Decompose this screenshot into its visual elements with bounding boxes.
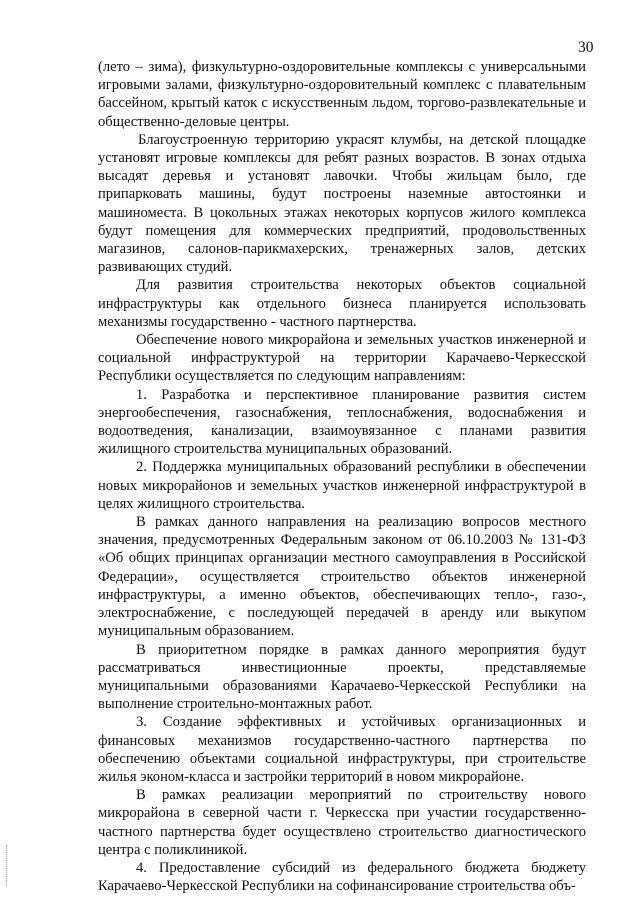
paragraph-11: 4. Предоставление субсидий из федерального бюджета бюджету Карачаево-Черкесской Республики на софинансирование строительства объ- [98, 859, 586, 895]
paragraph-2: Благоустроенную территорию украсят клумбы, на детской площадке установят игровые комплексы для ребят разных возрастов. В зонах отдыха высадят деревья и установят лавочки. Чтобы жильцам было, где припарковать машины, будут построены наземные автостоянки и машиноместа. В цокольных этажах некоторых корпусов жилого комплекса будут помещения для коммерческих предприятий, продовольственных магазинов, салонов-парикмахерских, тренажерных залов, детских развивающих студий. [98, 131, 586, 276]
paragraph-6: 2. Поддержка муниципальных образований республики в обеспечении новых микрорайонов и земельных участков инженерной инфраструктурой в целях жилищного строительства. [98, 459, 586, 512]
paragraph-4: Обеспечение нового микрорайона и земельных участков инженерной и социальной инфраструктурой на территории Карачаево-Черкесской Республики осуществляется по следующим направлениям: [98, 332, 586, 385]
paragraph-5: 1. Разработка и перспективное планирование развития систем энергообеспечения, газоснабжения, теплоснабжения, водоснабжения и водоотведения, канализации, взаимоувязанное с планами развития жилищного строительства муниципальных образований. [98, 386, 586, 458]
scan-margin-marks [6, 845, 9, 885]
paragraph-10: В рамках реализации мероприятий по строительству нового микрорайона в северной части г. Черкесска при участии государственно-частного партнерства будет осуществлено строительство диагностического центра с поликлиникой. [98, 787, 586, 858]
document-body [98, 58, 586, 895]
paragraph-7: В рамках данного направления на реализацию вопросов местного значения, предусмотренных Федеральным законом от 06.10.2003 № 131-ФЗ «Об общих принципах организации местного самоуправления в Российской Федерации», осуществляется строительство объектов инженерной инфраструктуры, а именно объектов, обеспечивающих тепло-, газо-, электроснабжение, с последующей передачей в аренду или выкупом муниципальным образованием. [98, 514, 586, 640]
paragraph-3: Для развития строительства некоторых объектов социальной инфраструктуры как отдельного бизнеса планируется использовать механизмы государственно - частного партнерства. [98, 277, 586, 330]
paragraph-8: В приоритетном порядке в рамках данного мероприятия будут рассматриваться инвестиционные проекты, представляемые муниципальными образованиями Карачаево-Черкесской Республики на выполнение строительно-монтажных работ. [98, 641, 586, 713]
page-number: 30 [578, 39, 594, 56]
paragraph-1: (лето – зима), физкультурно-оздоровительные комплексы с универсальными игровыми залами, физкультурно-оздоровительный комплекс с плавательным бассейном, крытый каток с искусственным льдом, торгово-развлекательные и общественно-деловые центры. [98, 59, 586, 130]
paragraph-9: 3. Создание эффективных и устойчивых организационных и финансовых механизмов государственно-частного партнерства по обеспечению объектами социальной инфраструктуры, при строительстве жилья эконом-класса и застройки территорий в новом микрорайоне. [98, 714, 586, 785]
